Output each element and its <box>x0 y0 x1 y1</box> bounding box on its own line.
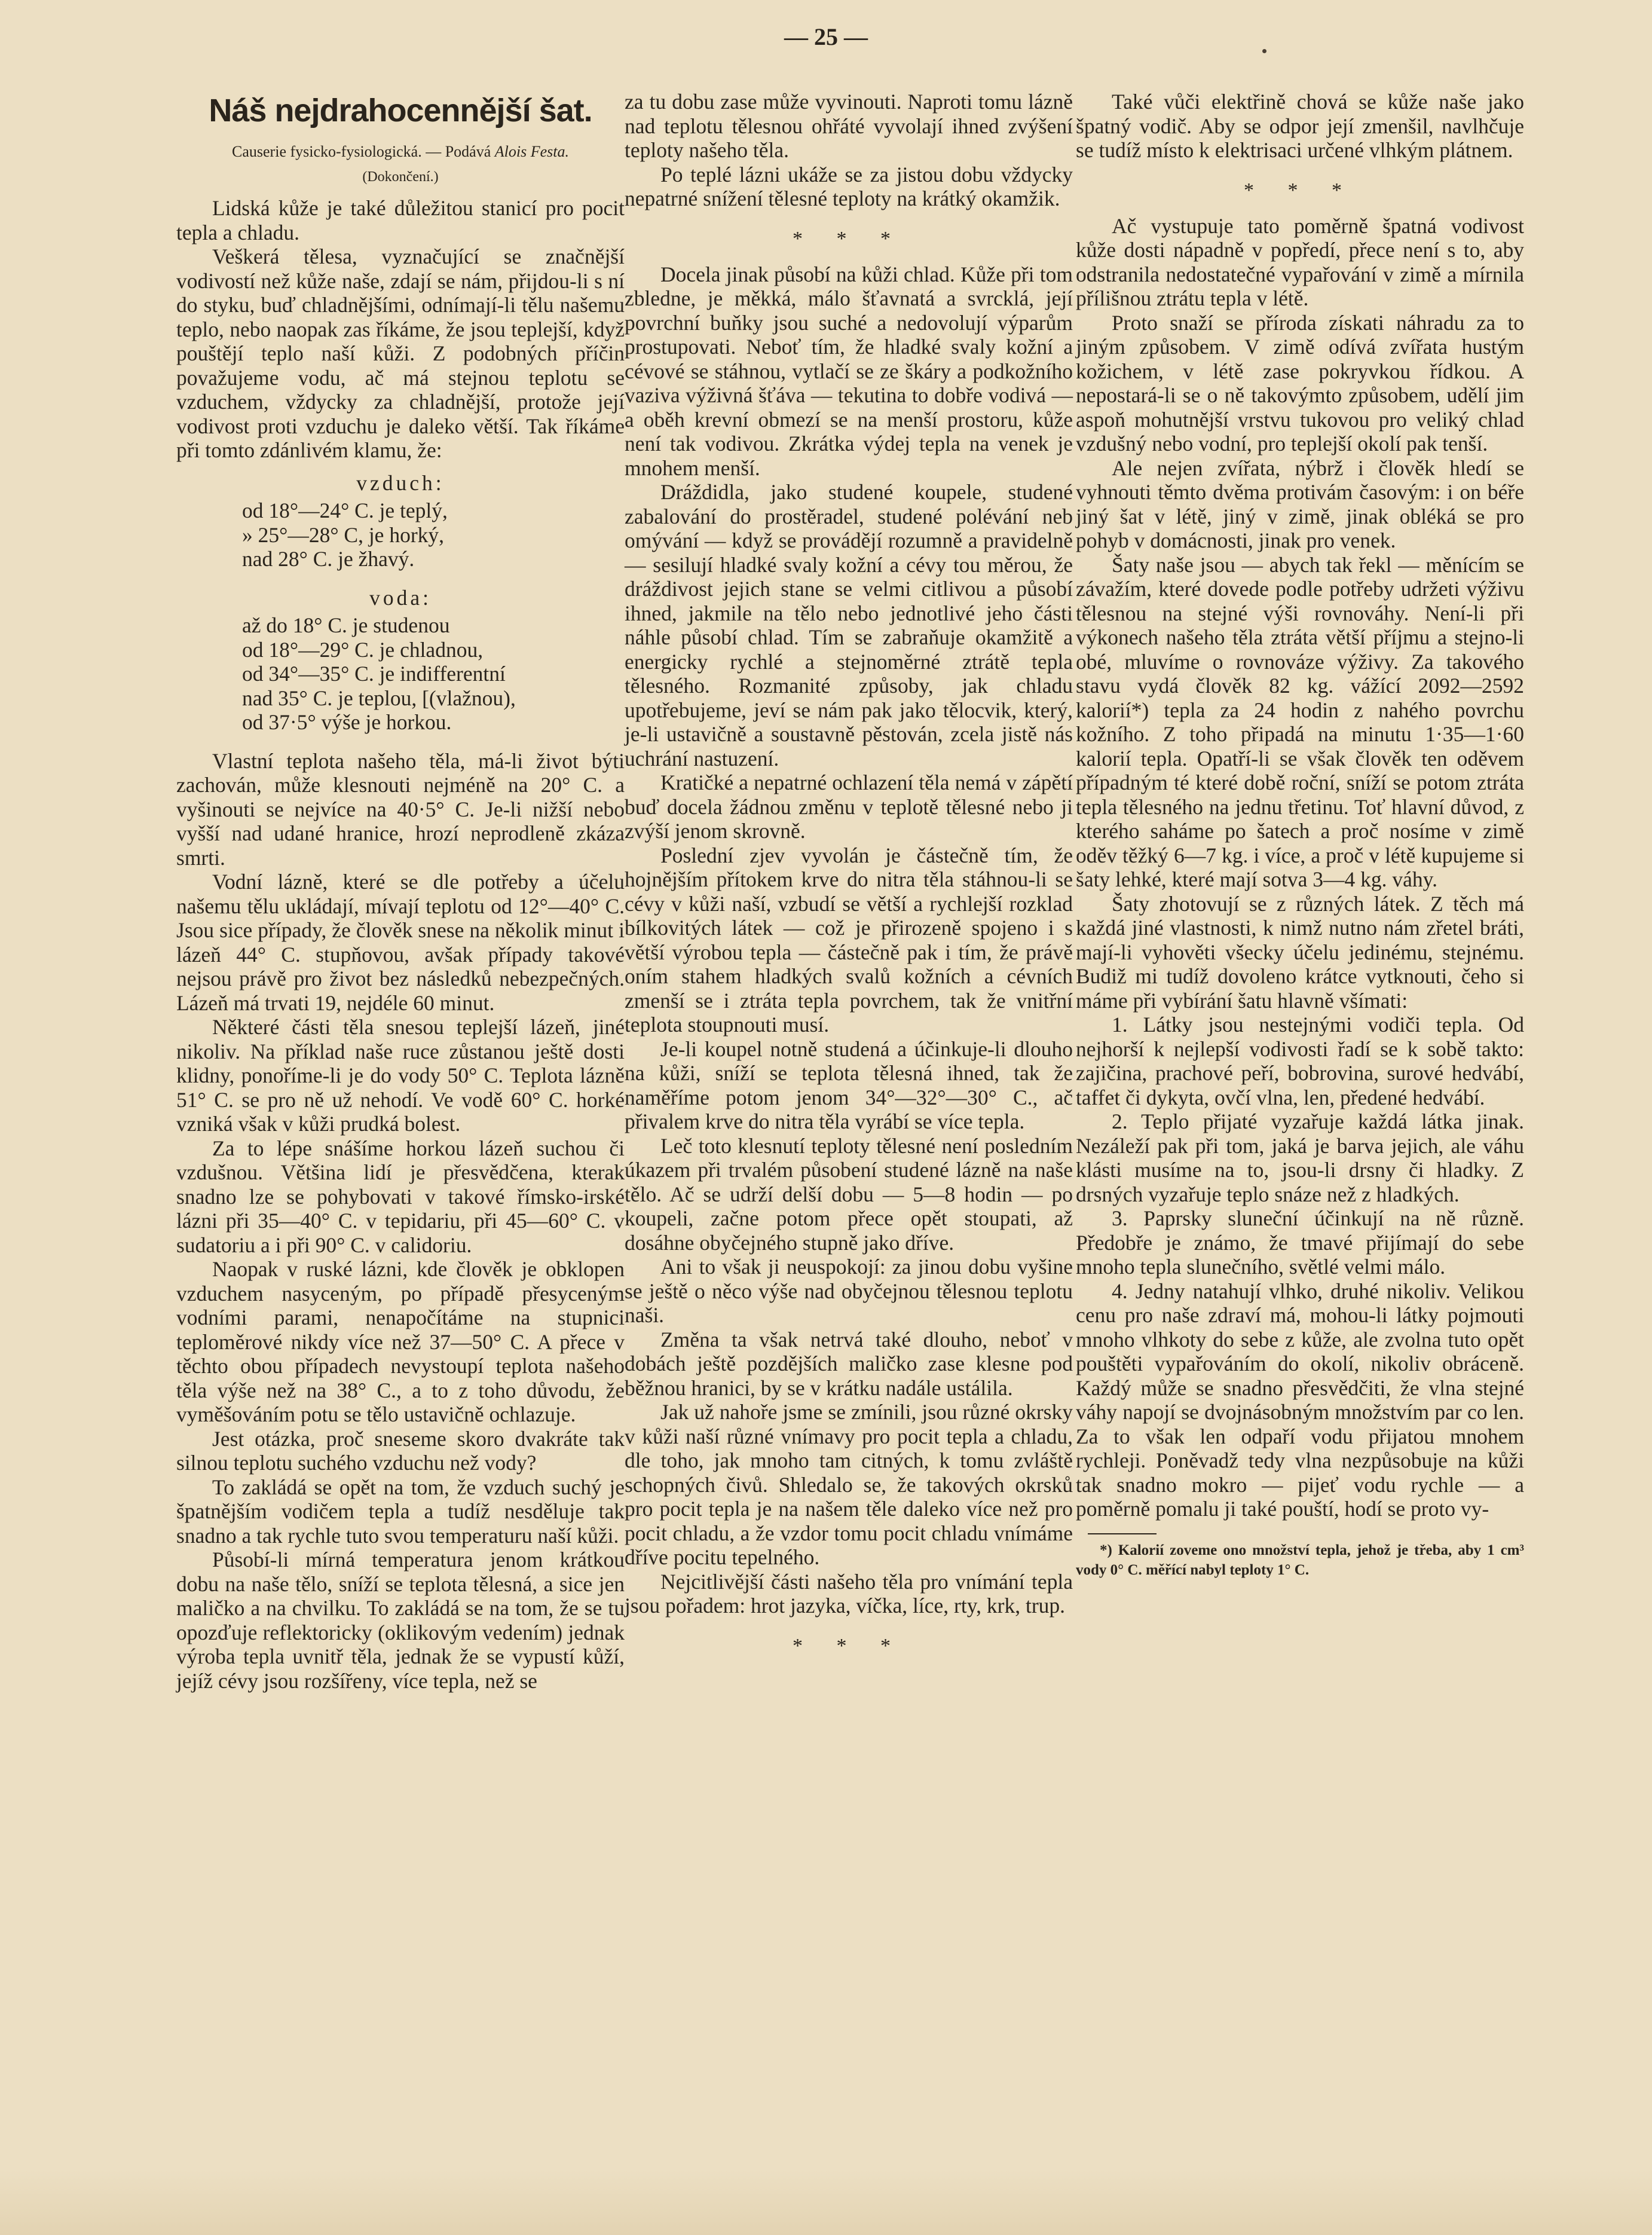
paragraph: Ale nejen zvířata, nýbrž i člověk hledí se vyhnouti těmto dvěma protivám časovým: i on béře jiný šat v létě, jiný v zimě, jinak obléká se pro pohyb v domácnosti, jinak pro venek. <box>1076 455 1524 552</box>
paragraph: Šaty zhotovují se z různých látek. Z těch má každá jiné vlastnosti, k nimž nutno nám zřetel bráti, mají-li vyhověti všecky účelu jedinému, stejnému. Budiž mi tudíž dovoleno krátce vytknouti, čeho si máme při vybírání šatu hlavně všímati: <box>1076 891 1524 1013</box>
paragraph: Nejcitlivější části našeho těla pro vnímání tepla jsou pořadem: hrot jazyka, víčka, líce, rty, krk, trup. <box>625 1569 1073 1618</box>
ink-dot <box>1262 49 1266 53</box>
article-author: Alois Festa. <box>494 143 569 160</box>
page-bottom-margin <box>0 2170 1652 2235</box>
paragraph: Některé části těla snesou teplejší lázeň, jiné nikoliv. Na příklad naše ruce zůstanou ještě dosti klidny, ponoříme-li je do vody 50° C. Teplota lázně 51° C. se pro ně už nehodí. Ve vodě 60° C. horké vzniká však v kůži prudká bolest. <box>176 1015 625 1136</box>
list-item: od 37·5° výše je horkou. <box>242 710 452 734</box>
paragraph: Také vůči elektřině chová se kůže naše jako špatný vodič. Aby se odpor její zmenšil, navlhčuje se tudíž místo k elektrisaci určené vlhkým plátnem. <box>1076 90 1524 162</box>
paragraph: Vodní lázně, které se dle potřeby a účelu našemu tělu ukládají, mívají teplotu od 12°—40° C. Jsou sice případy, že člověk snese na několik minut i lázeň 44° C. stupňovou, avšak případy takové nejsou právě pro život bez následků nebezpečných. Lázeň má trvati 19, nejdéle 60 minut. <box>176 870 625 1015</box>
list-item: » 25°—28° C, je horký, <box>242 522 445 547</box>
paragraph: 4. Jedny natahují vlhko, druhé nikoliv. Velikou cenu pro naše zdraví má, mohou-li látky pojmouti mnoho vlhkoty do sebe z kůže, ale zvolna tuto opět pouštěti vypařováním do okolí, nikoliv obráceně. Každý může se snadno přesvědčiti, že vlna stejné váhy napojí se dvojnásobným množstvím par co len. Za to však len odpaří vodu přijatou mnohem rychleji. Poněvadž tedy vlna nezpůsobuje na kůži tak snadno mokro — pijeť vodu rychle — a poměrně pomalu ji také pouští, hodí se proto vy- <box>1076 1279 1524 1521</box>
paragraph: To zakládá se opět na tom, že vzduch suchý je špatnějším vodičem tepla a tudíž nesděluje tak snadno a tak rychle tuto svou temperaturu naší kůži. <box>176 1475 625 1548</box>
water-temperature-list <box>242 613 625 735</box>
article-subtitle <box>176 142 625 161</box>
paragraph: 2. Teplo přijaté vyzařuje každá látka jinak. Nezáleží pak při tom, jaká je barva jejich, ale váhu klásti musíme na to, jsou-li drsny či hladky. Z drsných vyzařuje teplo snáze než z hladkých. <box>1076 1109 1524 1206</box>
paragraph: Jak už nahoře jsme se zmínili, jsou různé okrsky v kůži naší různé vnímavy pro pocit tepla a chladu, dle toho, jak mnoho tam citných, k tomu zvláště schopných čivů. Shledalo se, že takových okrsků pro pocit tepla je na našem těle daleko více než pro pocit chladu, a že vzdor tomu pocit chladu vnímáme dříve pocitu tepelného. <box>625 1400 1073 1569</box>
paragraph: Poslední zjev vyvolán je částečně tím, že hojnějším přítokem krve do nitra těla stáhnou-li se cévy v kůži naší, vzbudí se větší a rychlejší rozklad bílkovitých látek — což je přirozeně spojeno i s větší výrobou tepla — částečně pak i tím, že právě oním stahem hladkých svalů kožních a cévních zmenší se i ztráta tepla povrchem, tak že vnitřní teplota stoupnouti musí. <box>625 843 1073 1037</box>
column-1 <box>176 90 625 1693</box>
paragraph: Po teplé lázni ukáže se za jistou dobu vždycky nepatrné snížení tělesné teploty na krátký okamžik. <box>625 162 1073 210</box>
paragraph: Kratičké a nepatrné ochlazení těla nemá v zápětí buď docela žádnou změnu v teplotě tělesné nebo ji zvýší jenom skrovně. <box>625 771 1073 843</box>
paragraph: Změna ta však netrvá také dlouho, neboť v dobách ještě pozdějších maličko zase klesne pod běžnou hranici, by se v krátku nadále ustálila. <box>625 1327 1073 1400</box>
paragraph: Docela jinak působí na kůži chlad. Kůže při tom zbledne, je měkká, málo šťavnatá a svrcklá, její povrchní buňky jsou suché a nedovolují výparům prostupovati. Neboť tím, že hladké svaly kožní a cévové se stáhnou, vytlačí se ze škáry a podkožního vaziva výživná šťáva — tekutina to dobře vodivá — a oběh krevní obmezí se na menší prostoru, kůže není tak vodivou. Zkrátka výdej tepla na venek je mnohem menší. <box>625 262 1073 480</box>
paragraph: Ač vystupuje tato poměrně špatná vodivost kůže dosti nápadně v popředí, přece není s to, aby odstranila nedostatečné vypařování v zimě a mírnila přílišnou ztrátu tepla v létě. <box>1076 213 1524 310</box>
article-title: Náš nejdrahocennější šat. <box>209 93 592 129</box>
list-item: až do 18° C. je studenou <box>242 613 450 637</box>
air-temperature-list <box>242 499 625 571</box>
paragraph: Proto snaží se příroda získati náhradu za to jiným způsobem. V zimě odívá zvířata hustým kožichem, v létě zase pokryvkou řídkou. A nepostará-li se o ně takovýmto způsobem, udělí jim aspoň mohutnější vrstvu tukovou pro veliký chlad vzdušný nebo vodní, pro teplejší okolí pak tenší. <box>1076 310 1524 455</box>
column-3 <box>1076 90 1524 1580</box>
paragraph: 3. Paprsky sluneční účinkují na ně různě. Předobře je známo, že tmavé přijímají do sebe mnoho tepla slunečního, světlé velmi málo. <box>1076 1206 1524 1279</box>
subtitle-text: Causerie fysicko-fysiologická. — Podává <box>232 143 491 160</box>
list-item: od 34°—35° C. je indifferentní <box>242 662 506 686</box>
paragraph: Působí-li mírná temperatura jenom krátkou dobu na naše tělo, sníží se teplota tělesná, a sice jen maličko a na chvilku. To zakládá se na tom, že se tu opozďuje reflektoricky (oklikovým vedením) jednak výroba tepla uvnitř těla, jednak že se vypustí kůží, jejíž cévy jsou rozšířeny, více tepla, než se <box>176 1548 625 1693</box>
air-heading: vzduch: <box>356 470 445 495</box>
paragraph: Vlastní teplota našeho těla, má-li život býti zachován, může klesnouti nejméně na 20° C. a vyšinouti se nejvíce na 40·5° C. Je-li nižší nebo vyšší nad udané hranice, hrozí neprodleně zkáza smrti. <box>176 748 625 870</box>
water-heading: voda: <box>369 585 432 610</box>
continuation-note: (Dokončení.) <box>362 169 439 185</box>
list-item: od 18°—29° C. je chladnou, <box>242 637 484 662</box>
paragraph: za tu dobu zase může vyvinouti. Naproti tomu lázně nad teplotu tělesnou ohřáté vyvolají ihned zvýšení teploty našeho těla. <box>625 90 1073 162</box>
section-divider: * * * <box>793 1634 905 1657</box>
page-number: — 25 — <box>784 23 868 50</box>
section-divider: * * * <box>1244 179 1356 201</box>
paragraph: Naopak v ruské lázni, kde člověk je obklopen vzduchem nasyceným, po případě přesyceným vodními parami, nenapočítáme na stupnici teploměrové nikdy více než 37—50° C. A přece v těchto obou případech nevystoupí teplota našeho těla výše než na 38° C., a to z toho důvodu, že vyměšováním potu se tělo ustavičně ochlazuje. <box>176 1257 625 1426</box>
paragraph: Veškerá tělesa, vyznačující se značnější vodivostí než kůže naše, zdají se nám, přijdou-li s ní do styku, buď chladnějšími, odnímají-li tělu našemu teplo, nebo naopak zas říkáme, že jsou teplejší, když pouštějí teplo naší kůži. Z podobných příčin považujeme vodu, ač má stejnou teplotu se vzduchem, vždycky za chladnější, protože její vodivost proti vzduchu je daleko větší. Tak říkáme při tomto zdánlivém klamu, že: <box>176 244 625 462</box>
list-item: nad 35° C. je teplou, [(vlažnou), <box>242 686 516 710</box>
section-divider: * * * <box>793 227 905 250</box>
paragraph: Ani to však ji neuspokojí: za jinou dobu vyšine se ještě o něco výše nad obyčejnou tělesnou teplotu naši. <box>625 1255 1073 1327</box>
paragraph: Leč toto klesnutí teploty tělesné není posledním úkazem při trvalém působení studené lázně na naše tělo. Ač se udrží delší dobu — 5—8 hodin — po koupeli, začne potom přece opět stoupati, až dosáhne obyčejného stupně jako dříve. <box>625 1133 1073 1255</box>
list-item: nad 28° C. je žhavý. <box>242 547 415 571</box>
paragraph: Za to lépe snášíme horkou lázeň suchou či vzdušnou. Většina lidí je přesvědčena, kterak snadno lze se pohybovati v takové římsko-irské lázni při 35—40° C. v tepidariu, při 45—60° C. v sudatoriu a i při 90° C. v calidoriu. <box>176 1136 625 1257</box>
footnote: *) Kalorií zoveme ono množství tepla, jehož je třeba, aby 1 cm³ vody 0° C. měřící nabyl teploty 1° C. <box>1076 1542 1524 1578</box>
paragraph: Dráždidla, jako studené koupele, studené zabalování do prostěradel, studené polévání neb omývání — když se provádějí rozumně a pravidelně — sesilují hladké svaly kožní a cévy tou měrou, že dráždivost jejich stane se velmi citlivou a působí ihned, jakmile na tělo nebo jednotlivé jeho části náhle působí chlad. Tím se zabraňuje okamžitě a energicky rychlé a stejnoměrné ztrátě tepla tělesného. Rozmanité způsoby, jak chladu upotřebujeme, jeví se nám pak jako tělocvik, který, je-li ustavičně a soustavně pěstován, zcela jistě nás uchrání nastuzení. <box>625 480 1073 771</box>
paragraph: Šaty naše jsou — abych tak řekl — měnícím se závažím, které dovede podle potřeby udržeti výživu tělesnou na stejné výši rovnováhy. Není-li při výkonech našeho těla ztráta větší příjmu a stejno-li obé, mluvíme o rovnováze výživy. Za takového stavu vydá člověk 82 kg. vážící 2092—2592 kalorií*) tepla za 24 hodin z nahého povrchu kožního. Z toho připadá na minutu 1·35—1·60 kalorií tepla. Opatří-li se však člověk ten oděvem případným té které době roční, sníží se potom ztráta tepla tělesného na jednu třetinu. Toť hlavní důvod, z kterého saháme po šatech a proč nosíme v zimě oděv těžký 6—7 kg. i více, a proč v létě kupujeme si šaty lehké, které mají sotva 3—4 kg. váhy. <box>1076 552 1524 891</box>
paragraph: 1. Látky jsou nestejnými vodiči tepla. Od nejhorší k nejlepší vodivosti řadí se k sobě takto: zajičina, prachové peří, bobrovina, surové hedvábí, taffet či dykyta, ovčí vlna, len, předené hedvábí. <box>1076 1013 1524 1109</box>
list-item: od 18°—24° C. je teplý, <box>242 499 448 522</box>
footnote-rule <box>1088 1533 1157 1534</box>
paragraph: Lidská kůže je také důležitou stanicí pro pocit tepla a chladu. <box>176 196 625 244</box>
paragraph: Jest otázka, proč sneseme skoro dvakráte tak silnou teplotu suchého vzduchu než vody? <box>176 1426 625 1475</box>
paragraph: Je-li koupel notně studená a účinkuje-li dlouho na kůži, sníží se teplota tělesná ihned, tak že naměříme potom jenom 34°—32°—30° C., ač přivalem krve do nitra těla vyrábí se více tepla. <box>625 1037 1073 1133</box>
column-2 <box>625 90 1073 1670</box>
